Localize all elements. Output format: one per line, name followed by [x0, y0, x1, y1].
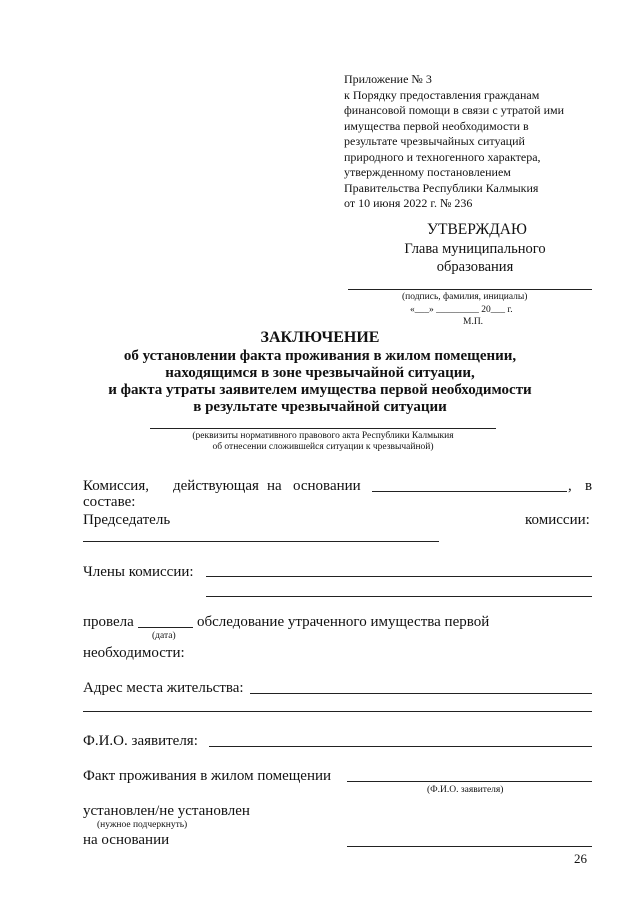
title-line: об установлении факта проживания в жилом помещении,: [123, 348, 517, 364]
title-line: и факта утраты заявителем имущества первой необходимости: [108, 382, 532, 398]
requisites-line: [150, 428, 496, 429]
appendix-line: результате чрезвычайных ситуаций: [344, 134, 525, 148]
basis-label: на основании: [83, 832, 170, 848]
applicant-name-label: Ф.И.О. заявителя:: [83, 733, 198, 749]
page-number: 26: [574, 851, 587, 866]
address-fill-line[interactable]: [250, 693, 592, 694]
commission-label: основании: [293, 478, 361, 494]
document-title: ЗАКЛЮЧЕНИЕ: [260, 329, 380, 346]
appendix-line: от 10 июня 2022 г. № 236: [344, 196, 473, 210]
date-caption: (дата): [152, 631, 176, 641]
title-line: находящимся в зоне чрезвычайной ситуации,: [165, 365, 475, 381]
address-label: Адрес места жительства:: [83, 680, 244, 696]
commission-preposition: в: [585, 478, 593, 494]
date-fill-line[interactable]: [138, 627, 193, 628]
members-label: Члены комиссии:: [83, 564, 194, 580]
commission-label: Комиссия,: [83, 478, 149, 494]
survey-label: обследование утраченного имущества первой: [197, 614, 490, 630]
requisites-caption: [150, 431, 496, 453]
conducted-label: провела: [83, 614, 134, 630]
signature-line: [348, 289, 592, 290]
applicant-name-fill-line[interactable]: [209, 746, 592, 747]
commission-comma: ,: [568, 478, 572, 494]
appendix-line: Приложение № 3: [344, 72, 432, 86]
approval-role: [380, 240, 570, 276]
appendix-line: утвержденному постановлением: [344, 165, 511, 179]
approval-role-line: Глава муниципального: [404, 241, 546, 257]
composition-label: составе:: [83, 494, 136, 510]
approval-date-line: «___» _________ 20___ г.: [410, 305, 513, 315]
appendix-line: Правительства Республики Калмыкия: [344, 180, 539, 195]
approval-heading: УТВЕРЖДАЮ: [427, 221, 527, 238]
appendix-line: имущества первой необходимости в: [344, 118, 529, 133]
residence-fill-line[interactable]: [347, 781, 592, 782]
members-fill-line[interactable]: [206, 576, 592, 577]
approval-role-line: образования: [436, 259, 514, 275]
appendix-line: к Порядку предоставления гражданам: [344, 87, 540, 102]
requisites-caption-line: об отнесении сложившейся ситуации к чрезвычайной): [212, 442, 434, 452]
members-fill-line[interactable]: [206, 596, 592, 597]
appendix-line: природного и техногенного характера,: [344, 149, 541, 164]
appendix-note: [344, 72, 604, 212]
requisites-caption-line: (реквизиты нормативного правового акта Республики Калмыкия: [192, 431, 454, 441]
established-label: установлен/не установлен: [83, 803, 250, 819]
appendix-line: финансовой помощи в связи с утратой ими: [344, 103, 565, 117]
residence-fact-label: Факт проживания в жилом помещении: [83, 768, 332, 784]
seal-mark: М.П.: [463, 317, 484, 327]
necessity-label: необходимости:: [83, 645, 185, 661]
chairman-suffix: комиссии:: [525, 512, 590, 528]
basis-fill-line[interactable]: [347, 846, 592, 847]
title-line: в результате чрезвычайной ситуации: [193, 399, 447, 415]
chairman-label: Председатель: [83, 512, 171, 528]
commission-label: действующая: [173, 478, 259, 494]
signature-caption: (подпись, фамилия, инициалы): [402, 292, 528, 302]
underline-caption: (нужное подчеркнуть): [97, 820, 188, 830]
applicant-caption: (Ф.И.О. заявителя): [427, 785, 504, 795]
basis-fill-line[interactable]: [372, 491, 567, 492]
address-fill-line[interactable]: [83, 711, 592, 712]
chairman-fill-line[interactable]: [83, 541, 439, 542]
commission-label: на: [267, 478, 282, 494]
